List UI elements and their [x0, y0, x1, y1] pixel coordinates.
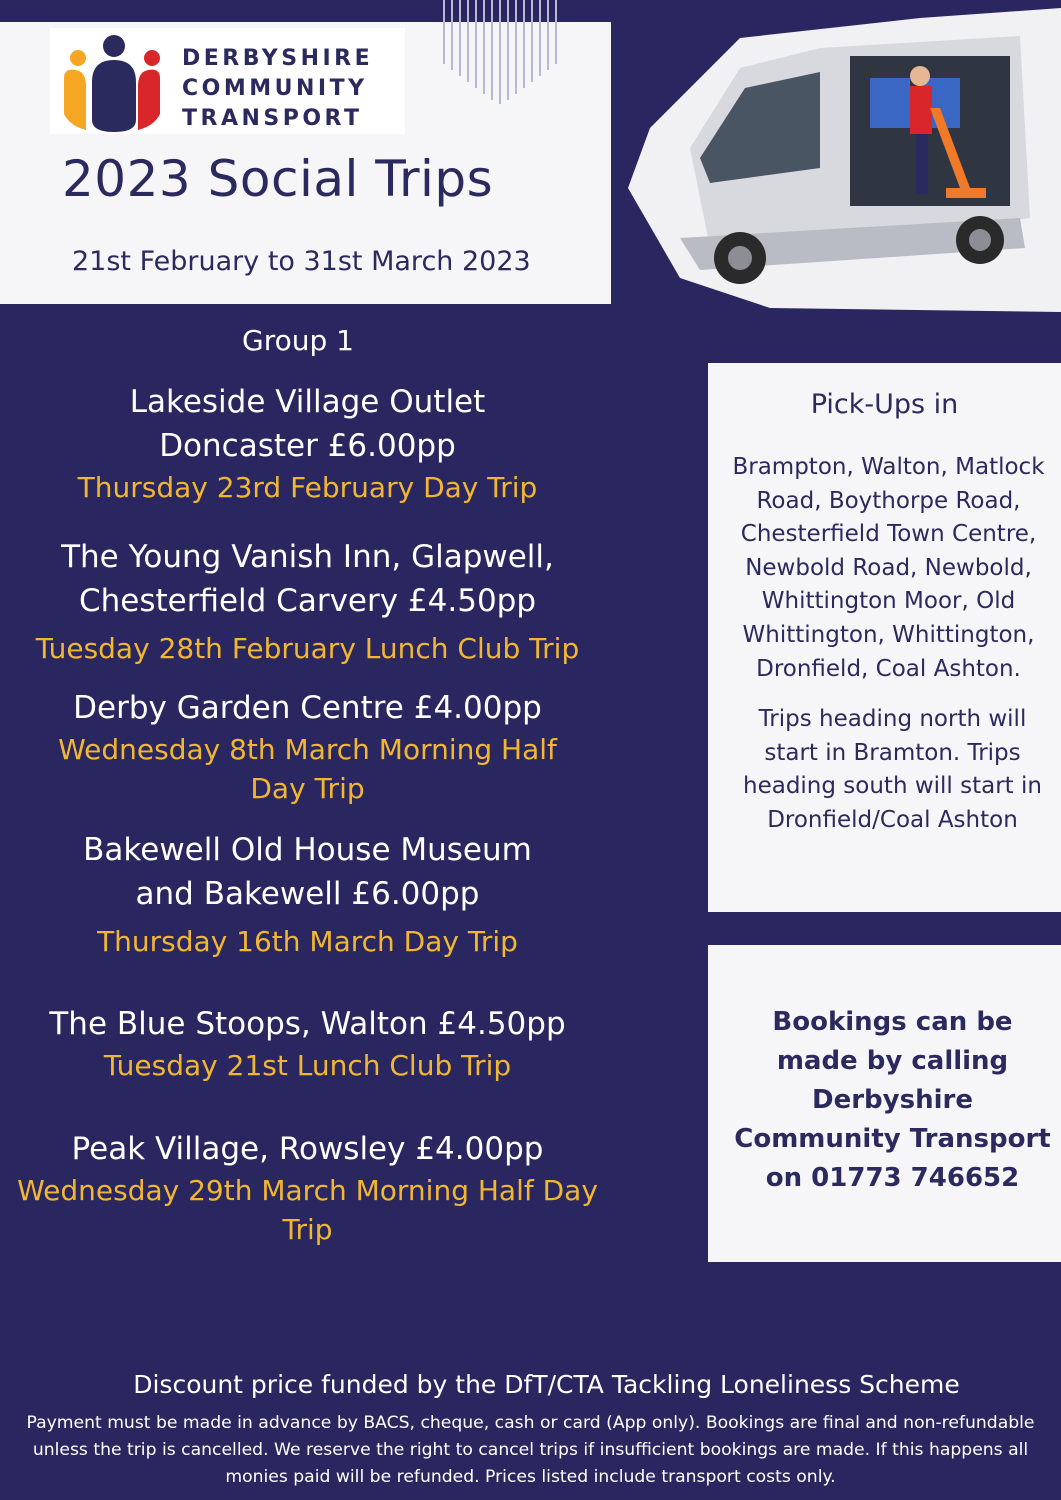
funding-notice: Discount price funded by the DfT/CTA Tackling Loneliness Scheme [133, 1370, 960, 1399]
logo-line: COMMUNITY [182, 76, 368, 101]
trip-item [0, 1002, 615, 1085]
group-label: Group 1 [242, 324, 354, 357]
pickup-note: Trips heading north will start in Bramton. Trips heading south will start in Dronfield/Coal Ashton [743, 706, 1042, 833]
trip-date: Wednesday 29th March Morning Half Day Trip [17, 1174, 598, 1246]
pickup-card [708, 363, 1061, 912]
trip-name: Peak Village, Rowsley £4.00pp [71, 1131, 544, 1167]
logo-line: TRANSPORT [182, 106, 363, 131]
logo-wordmark [182, 44, 373, 134]
page-title: 2023 Social Trips [62, 150, 494, 208]
trip-date: Tuesday 21st Lunch Club Trip [103, 1049, 512, 1082]
terms-text: Payment must be made in advance by BACS, cheque, cash or card (App only). Bookings are final and non-refundable unless the trip is cancelled. We reserve the right to cancel trips if insufficient bookings are made. If this happens all monies paid will be refunded. Prices listed include transport costs only. [26, 1413, 1035, 1487]
trip-item [0, 535, 615, 668]
pickup-title: Pick-Ups in [810, 389, 959, 420]
pickup-locations: Brampton, Walton, Matlock Road, Boythorpe Road, Chesterfield Town Centre, Newbold Road, Newbold, Whittington Moor, Old Whittington, Whittington, Dronfield, Coal Ashton. [732, 454, 1045, 682]
trip-name: Bakewell Old House Museum and Bakewell £6.00pp [83, 832, 532, 912]
trip-name: The Blue Stoops, Walton £4.50pp [49, 1006, 566, 1042]
logo-line: DERBYSHIRE [182, 46, 374, 71]
minibus-photo [620, 8, 1061, 312]
logo [50, 28, 405, 134]
trip-item [0, 1127, 615, 1249]
people-logo-icon [56, 34, 168, 134]
booking-card [708, 945, 1061, 1262]
trip-date: Thursday 16th March Day Trip [97, 925, 518, 958]
trip-date: Thursday 23rd February Day Trip [77, 471, 538, 504]
trip-item [0, 686, 615, 808]
trip-date: Wednesday 8th March Morning Half Day Trip [58, 733, 557, 805]
trip-name: Lakeside Village Outlet Doncaster £6.00pp [129, 384, 486, 464]
trip-item [0, 380, 615, 507]
trip-name: Derby Garden Centre £4.00pp [73, 690, 542, 726]
date-range: 21st February to 31st March 2023 [72, 246, 531, 277]
trip-date: Tuesday 28th February Lunch Club Trip [35, 632, 580, 665]
trip-item [0, 828, 615, 961]
trip-name: The Young Vanish Inn, Glapwell, Chesterfield Carvery £4.50pp [61, 539, 554, 619]
booking-text: Bookings can be made by calling Derbyshire Community Transport on 01773 746652 [734, 1007, 1051, 1193]
decorative-stripes [440, 0, 565, 104]
